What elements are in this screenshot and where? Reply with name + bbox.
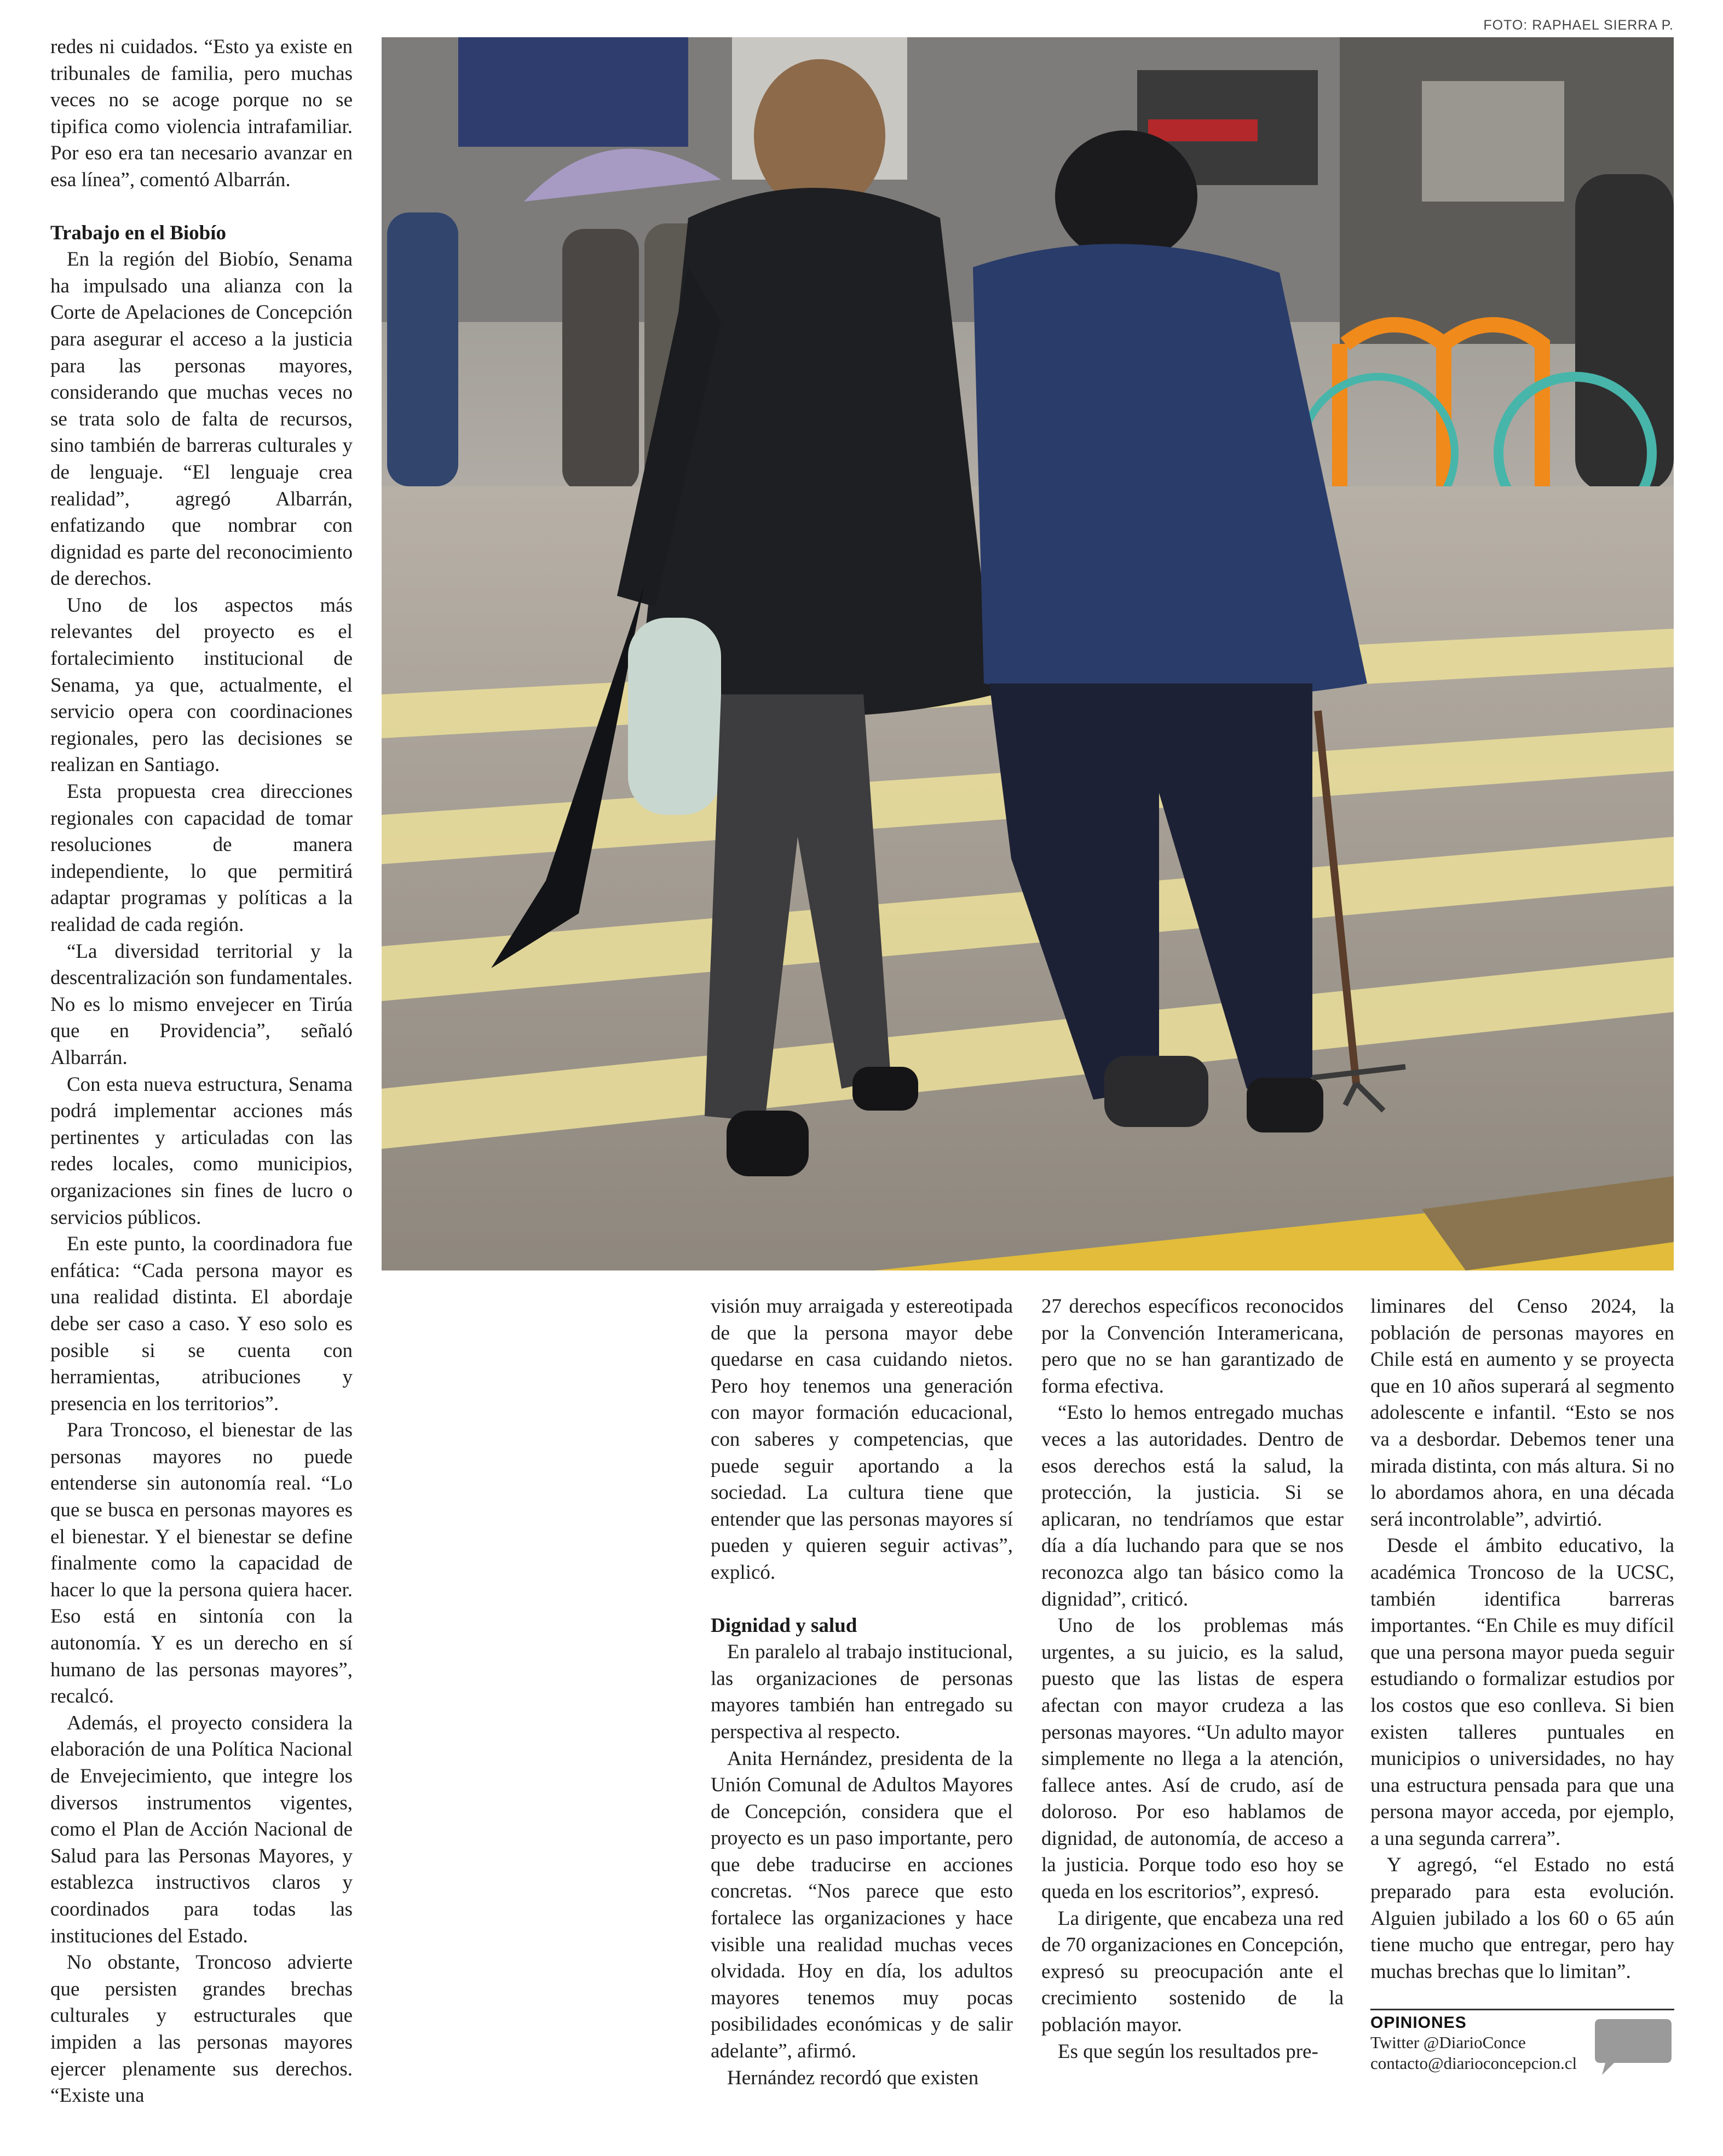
opiniones-title: OPINIONES bbox=[1370, 2014, 1467, 2032]
paragraph: En la región del Biobío, Senama ha impulsado una alianza con la Corte de Apelaciones de Concepción para asegurar el acceso a la justicia para las personas mayores, considerando que muchas veces no se trata solo de falta de recursos, sino también de barreras culturales y de lenguaje. “El lenguaje crea realidad”, agregó Albarrán, enfatizando que nombrar con dignidad es parte del reconocimiento de derechos. bbox=[50, 248, 353, 590]
opiniones-box bbox=[1370, 2009, 1674, 2074]
twitter-handle[interactable]: Twitter @DiarioConce bbox=[1370, 2033, 1526, 2052]
article-photo bbox=[382, 37, 1674, 1270]
paragraph: En este punto, la coordinadora fue enfática: “Cada persona mayor es una realidad distinta. El abordaje debe ser caso a caso. Y eso solo es posible si se cuenta con herramientas, atribuciones y presencia en los territorios”. bbox=[50, 1233, 353, 1415]
paragraph: Uno de los problemas más urgentes, a su juicio, es la salud, puesto que las listas de espera afectan con mayor crudeza a las personas mayores. “Un adulto mayor simplemente no llega a la atención, fallece antes. Así de crudo, así de doloroso. Por eso hablamos de dignidad, de autonomía, de acceso a la justicia. Porque todo eso hoy se queda en los escritorios”, expresó. bbox=[1041, 1614, 1344, 1904]
paragraph: 27 derechos específicos reconocidos por la Convención Interamericana, pero que no se han garantizado de forma efectiva. bbox=[1041, 1295, 1344, 1398]
paragraph: Esta propuesta crea direcciones regionales con capacidad de tomar resoluciones de manera independiente, lo que permitirá adaptar programas y políticas a la realidad de cada región. bbox=[50, 780, 353, 936]
section-heading: Trabajo en el Biobío bbox=[50, 221, 227, 244]
paragraph: “Esto lo hemos entregado muchas veces a las autoridades. Dentro de esos derechos está la salud, la protección, la justicia. Si se aplicaran, no tendríamos que estar día a día luchando para que se nos reconozca algo tan básico como la dignidad”, criticó. bbox=[1041, 1401, 1344, 1611]
contact-email[interactable]: contacto@diarioconcepcion.cl bbox=[1370, 2054, 1577, 2073]
speech-bubble-icon bbox=[1592, 2014, 1674, 2079]
paragraph: Y agregó, “el Estado no está preparado para esta evolución. Alguien jubilado a los 60 o 65 aún tiene mucho que entregar, pero hay muchas brechas que lo limitan”. bbox=[1370, 1854, 1674, 1983]
paragraph: “La diversidad territorial y la descentralización son fundamentales. No es lo mismo envejecer en Tirúa que en Providencia”, señaló Albarrán. bbox=[50, 940, 353, 1069]
paragraph: redes ni cuidados. “Esto ya existe en tribunales de familia, pero muchas veces no se acoge porque no se tipifica como violencia intrafamiliar. Por eso era tan necesario avanzar en esa línea”, comentó Albarrán. bbox=[50, 36, 353, 191]
paragraph: Para Troncoso, el bienestar de las personas mayores no puede entenderse sin autonomía real. “Lo que se busca en personas mayores es el bienestar. Y el bienestar se define finalmente como la capacidad de hacer lo que la persona quiera hacer. Eso está en sintonía con la autonomía. Y es un derecho en sí humano de las personas mayores”, recalcó. bbox=[50, 1419, 353, 1708]
paragraph: visión muy arraigada y estereotipada de que la persona mayor debe quedarse en casa cuidando nietos. Pero hoy tenemos una generación con mayor formación educacional, con saberes y competencias, que puede seguir aportando a la sociedad. La cultura tiene que entender que las personas mayores sí pueden y quieren seguir activas”, explicó. bbox=[711, 1295, 1013, 1584]
section-heading: Dignidad y salud bbox=[711, 1614, 857, 1637]
photo-credit: FOTO: RAPHAEL SIERRA P. bbox=[1483, 18, 1674, 33]
paragraph: Es que según los resultados pre- bbox=[1058, 2040, 1318, 2063]
paragraph: Con esta nueva estructura, Senama podrá implementar acciones más pertinentes y articuladas con las redes locales, como municipios, organizaciones sin fines de lucro o servicios públicos. bbox=[50, 1073, 353, 1229]
paragraph: Desde el ámbito educativo, la académica Troncoso de la UCSC, también identifica barreras importantes. “En Chile es muy difícil que una persona mayor pueda seguir estudiando o formalizar estudios por los costos que eso conlleva. Si bien existen talleres puntuales en municipios o universidades, no hay una estructura pensada para que una persona mayor acceda, por ejemplo, a una segunda carrera”. bbox=[1370, 1534, 1674, 1850]
street-scene-illustration bbox=[382, 37, 1674, 1270]
article-column-3 bbox=[1041, 1293, 1344, 2156]
paragraph: Uno de los aspectos más relevantes del proyecto es el fortalecimiento institucional de Senama, ya que, actualmente, el servicio opera con coordinaciones regionales, pero las decisiones se realizan en Santiago. bbox=[50, 594, 353, 777]
paragraph: liminares del Censo 2024, la población de personas mayores en Chile está en aumento y se proyecta que en 10 años superará al segmento adolescente e infantil. “Esto se nos va a desbordar. Debemos tener una mirada distinta, con más altura. Si no lo abordamos ahora, en una década será incontrolable”, advirtió. bbox=[1370, 1295, 1674, 1531]
article-column-2 bbox=[711, 1293, 1013, 2156]
paragraph: Además, el proyecto considera la elaboración de una Política Nacional de Envejecimiento, que integre los diversos instrumentos vigentes, como el Plan de Acción Nacional de Salud para las Personas Mayores, y establezca instructivos claros y coordinados para todas las instituciones del Estado. bbox=[50, 1711, 353, 1947]
paragraph: Hernández recordó que existen bbox=[727, 2066, 979, 2089]
paragraph: No obstante, Troncoso advierte que persisten grandes brechas culturales y estructurales que impiden a las personas mayores ejercer plenamente sus derechos. “Existe una bbox=[50, 1951, 353, 2107]
paragraph: La dirigente, que encabeza una red de 70 organizaciones en Concepción, expresó su preocupación ante el crecimiento sostenido de la población mayor. bbox=[1041, 1907, 1344, 2037]
paragraph: Anita Hernández, presidenta de la Unión Comunal de Adultos Mayores de Concepción, considera que el proyecto es un paso importante, pero que debe traducirse en acciones concretas. “Nos parece que esto fortalece las organizaciones y hace visible una realidad muchas veces olvidada. Hoy en día, los adultos mayores tenemos muy pocas posibilidades económicas y de salir adelante”, afirmó. bbox=[711, 1747, 1013, 2063]
paragraph: En paralelo al trabajo institucional, las organizaciones de personas mayores también han entregado su perspectiva al respecto. bbox=[711, 1641, 1013, 1743]
article-column-1 bbox=[50, 34, 353, 2156]
